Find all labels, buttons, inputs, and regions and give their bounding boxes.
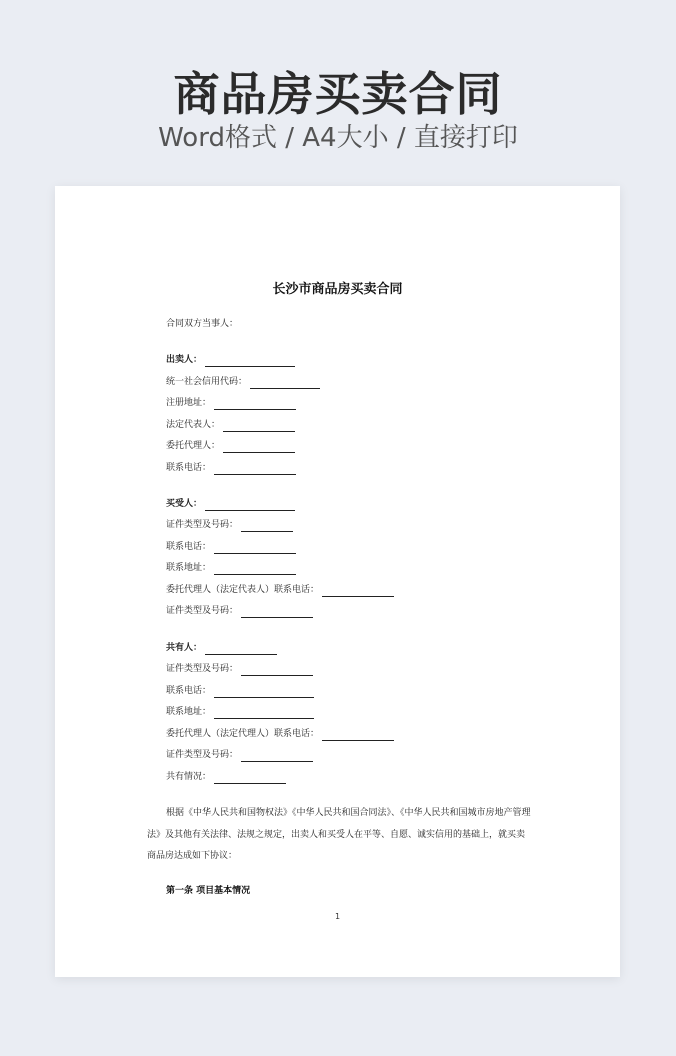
field-blank	[214, 398, 296, 410]
field-blank	[223, 441, 295, 453]
co-owner-name-blank	[205, 643, 277, 655]
document-page	[55, 186, 620, 977]
page-title: 商品房买卖合同	[173, 67, 503, 121]
seller-field: 统一社会信用代码：	[166, 375, 320, 389]
seller-name-blank	[205, 355, 295, 367]
seller-heading: 出卖人：	[166, 353, 295, 367]
co-owner-field: 联系电话：	[166, 684, 314, 698]
co-owner-field: 证件类型及号码：	[166, 662, 313, 676]
co-owner-field: 共有情况：	[166, 770, 286, 784]
field-blank	[250, 377, 320, 389]
field-blank	[322, 585, 394, 597]
co-owner-field: 委托代理人（法定代理人）联系电话：	[166, 727, 394, 741]
field-blank	[241, 750, 313, 762]
field-blank	[214, 463, 296, 475]
field-blank	[241, 520, 293, 532]
preamble-paragraph	[147, 803, 532, 868]
seller-field: 法定代表人：	[166, 418, 295, 432]
preamble-text: 根据《中华人民共和国物权法》《中华人民共和国合同法》、《中华人民共和国城市房地产管理法》及其他有关法律、法规之规定，出卖人和买受人在平等、自愿、诚实信用的基础上，就买卖商品房达成如下协议：	[147, 808, 531, 861]
co-owner-field: 证件类型及号码：	[166, 748, 313, 762]
field-blank	[322, 729, 394, 741]
field-blank	[214, 686, 314, 698]
field-blank	[214, 542, 296, 554]
buyer-field: 联系电话：	[166, 540, 296, 554]
seller-field: 联系电话：	[166, 461, 296, 475]
article-1-heading: 第一条 项目基本情况	[166, 886, 251, 896]
field-blank	[214, 563, 296, 575]
buyer-name-blank	[205, 499, 295, 511]
page-subtitle: Word格式 / A4大小 / 直接打印	[158, 123, 518, 153]
seller-field: 委托代理人：	[166, 439, 295, 453]
field-blank	[214, 707, 314, 719]
buyer-heading: 买受人：	[166, 497, 295, 511]
buyer-field: 证件类型及号码：	[166, 604, 313, 618]
co-owner-field: 联系地址：	[166, 705, 314, 719]
buyer-field: 委托代理人（法定代表人）联系电话：	[166, 583, 394, 597]
field-blank	[223, 420, 295, 432]
seller-field: 注册地址：	[166, 396, 296, 410]
document-title: 长沙市商品房买卖合同	[272, 282, 403, 297]
buyer-field: 证件类型及号码：	[166, 518, 293, 532]
page-number: 1	[334, 912, 341, 921]
field-blank	[214, 772, 286, 784]
field-blank	[241, 664, 313, 676]
parties-intro: 合同双方当事人：	[166, 319, 239, 329]
field-blank	[241, 606, 313, 618]
co-owner-heading: 共有人：	[166, 641, 277, 655]
buyer-field: 联系地址：	[166, 561, 296, 575]
